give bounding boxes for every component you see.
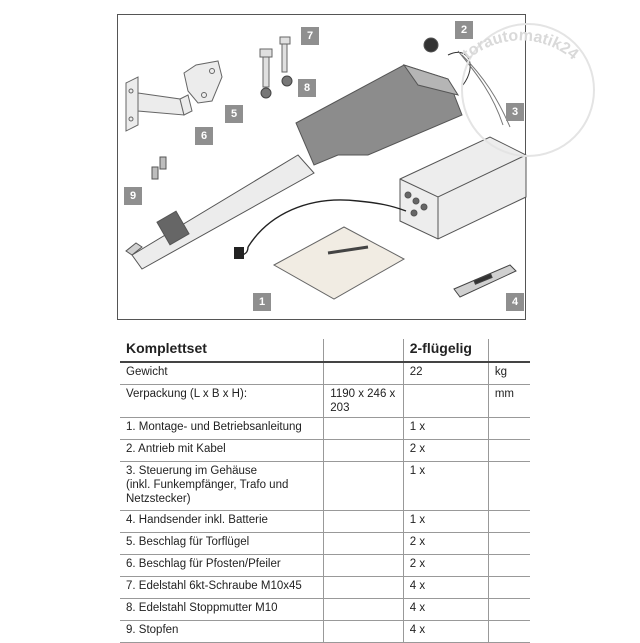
row-unit xyxy=(488,621,530,643)
row-item: Gewicht xyxy=(120,362,324,385)
row-value: 1190 x 246 x 203 xyxy=(324,385,403,418)
row-item: 2. Antrieb mit Kabel xyxy=(120,440,324,462)
row-unit xyxy=(488,418,530,440)
table-header-row xyxy=(120,339,530,362)
kit-drawing xyxy=(118,15,527,321)
row-quantity: 22 xyxy=(403,362,488,385)
table-row xyxy=(120,555,530,577)
callout-6: 6 xyxy=(195,127,213,145)
row-unit xyxy=(488,511,530,533)
row-item: 8. Edelstahl Stoppmutter M10 xyxy=(120,599,324,621)
callout-9: 9 xyxy=(124,187,142,205)
table-row xyxy=(120,621,530,643)
row-value xyxy=(324,577,403,599)
row-item: 1. Montage- und Betriebsanleitung xyxy=(120,418,324,440)
table-row xyxy=(120,385,530,418)
gate-bracket-drawing xyxy=(184,61,222,103)
row-value xyxy=(324,555,403,577)
product-illustration xyxy=(117,14,526,320)
row-quantity: 2 x xyxy=(403,555,488,577)
table-row xyxy=(120,599,530,621)
callout-5: 5 xyxy=(225,105,243,123)
header-value xyxy=(324,339,403,362)
header-unit xyxy=(488,339,530,362)
table-row xyxy=(120,462,530,511)
row-item: 9. Stopfen xyxy=(120,621,324,643)
row-value xyxy=(324,511,403,533)
row-value xyxy=(324,462,403,511)
row-unit xyxy=(488,462,530,511)
row-unit xyxy=(488,599,530,621)
post-bracket-drawing xyxy=(126,77,192,131)
row-value xyxy=(324,440,403,462)
row-quantity: 4 x xyxy=(403,577,488,599)
power-plug-drawing xyxy=(234,247,244,259)
row-unit: mm xyxy=(488,385,530,418)
row-value xyxy=(324,599,403,621)
table-row xyxy=(120,362,530,385)
row-item: 4. Handsender inkl. Batterie xyxy=(120,511,324,533)
row-quantity xyxy=(403,385,488,418)
row-item: 3. Steuerung im Gehäuse (inkl. Funkempfänger, Trafo und Netzstecker) xyxy=(120,462,324,511)
row-value xyxy=(324,533,403,555)
row-quantity: 1 x xyxy=(403,511,488,533)
callout-8: 8 xyxy=(298,79,316,97)
manual-drawing xyxy=(274,227,404,299)
callout-3: 3 xyxy=(506,103,524,121)
table-row xyxy=(120,418,530,440)
row-quantity: 4 x xyxy=(403,621,488,643)
row-value xyxy=(324,418,403,440)
row-unit: kg xyxy=(488,362,530,385)
callout-2: 2 xyxy=(455,21,473,39)
callout-4: 4 xyxy=(506,293,524,311)
row-item: 6. Beschlag für Pfosten/Pfeiler xyxy=(120,555,324,577)
operator-drawing xyxy=(126,38,510,269)
row-unit xyxy=(488,533,530,555)
kit-contents-table xyxy=(120,339,530,643)
table-row xyxy=(120,533,530,555)
header-variant: 2-flügelig xyxy=(403,339,488,362)
table-row xyxy=(120,511,530,533)
row-quantity: 2 x xyxy=(403,533,488,555)
row-quantity: 4 x xyxy=(403,599,488,621)
callout-1: 1 xyxy=(253,293,271,311)
row-unit xyxy=(488,440,530,462)
row-item: 5. Beschlag für Torflügel xyxy=(120,533,324,555)
table-row xyxy=(120,440,530,462)
row-value xyxy=(324,621,403,643)
watermark-text: torautomatik24 xyxy=(459,27,582,64)
row-unit xyxy=(488,555,530,577)
row-item: Verpackung (L x B x H): xyxy=(120,385,324,418)
row-unit xyxy=(488,577,530,599)
row-quantity: 2 x xyxy=(403,440,488,462)
plug-drawing xyxy=(152,157,166,179)
row-item: 7. Edelstahl 6kt-Schraube M10x45 xyxy=(120,577,324,599)
table-row xyxy=(120,577,530,599)
callout-7: 7 xyxy=(301,27,319,45)
control-box-drawing xyxy=(400,137,526,239)
header-item: Komplettset xyxy=(120,339,324,362)
row-quantity: 1 x xyxy=(403,418,488,440)
row-quantity: 1 x xyxy=(403,462,488,511)
row-value xyxy=(324,362,403,385)
